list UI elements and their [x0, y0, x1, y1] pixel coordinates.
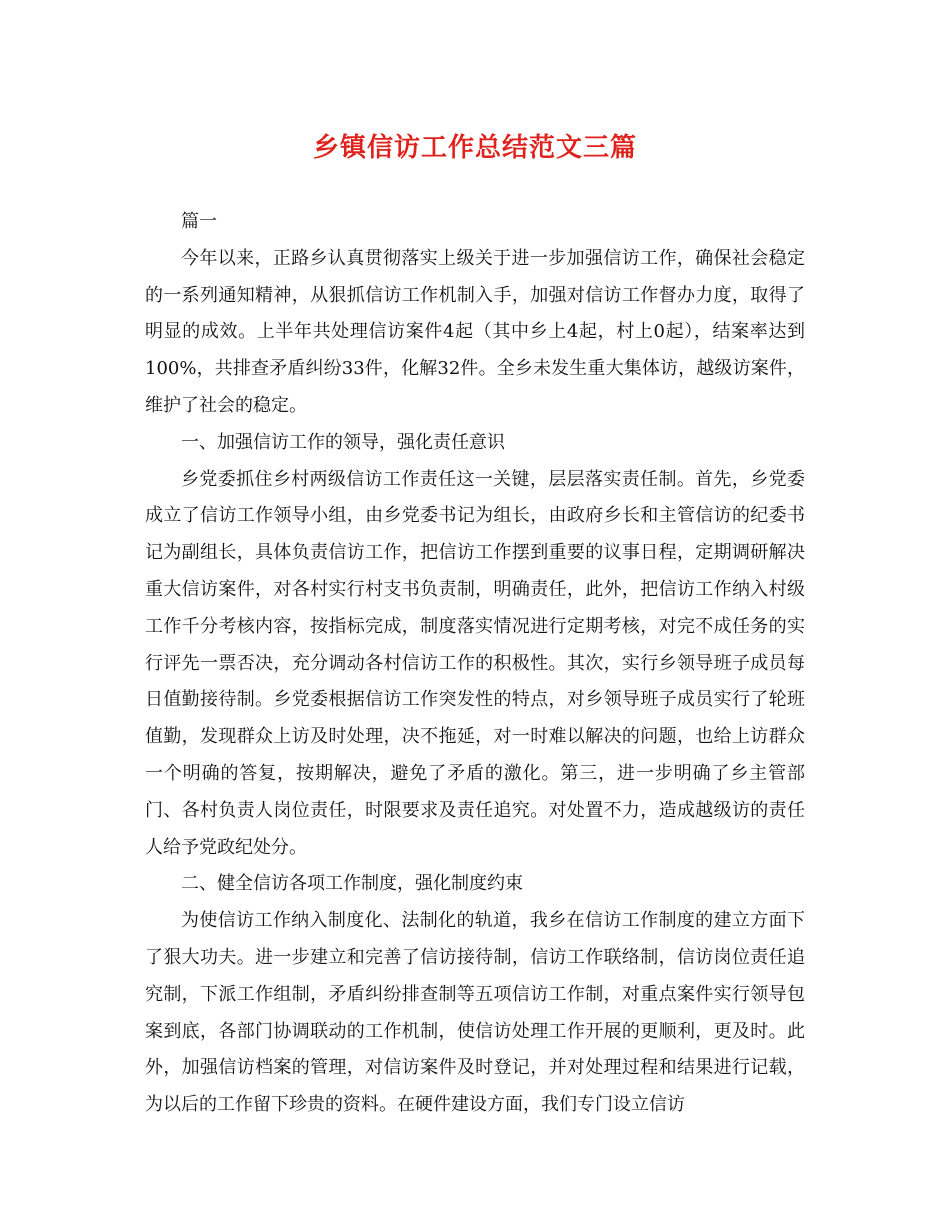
leadership-paragraph: 乡党委抓住乡村两级信访工作责任这一关键，层层落实责任制。首先，乡党委成立了信访工作领导小组，由乡党委书记为组长，由政府乡长和主管信访的纪委书记为副组长，具体负责信访工作，把信访工作摆到重要的议事日程，定期调研解决重大信访案件，对各村实行村支书负责制，明确责任，此外，把信访工作纳入村级工作千分考核内容，按指标完成，制度落实情况进行定期考核，对完不成任务的实行评先一票否决，充分调动各村信访工作的积极性。其次，实行乡领导班子成员每日值勤接待制。乡党委根据信访工作突发性的特点，对乡领导班子成员实行了轮班值勤，发现群众上访及时处理，决不拖延，对一时难以解决的问题，也给上访群众一个明确的答复，按期解决，避免了矛盾的激化。第三，进一步明确了乡主管部门、各村负责人岗位责任，时限要求及责任追究。对处置不力，造成越级访的责任人给予党政纪处分。 [145, 468, 805, 858]
section-heading-systems: 二、健全信访各项工作制度，强化制度约束 [181, 873, 523, 895]
intro-paragraph: 今年以来，正路乡认真贯彻落实上级关于进一步加强信访工作，确保社会稳定的一系列通知精神，从狠抓信访工作机制入手，加强对信访工作督办力度，取得了明显的成效。上半年共处理信访案件4起（其中乡上4起，村上0起），结案率达到100%，共排查矛盾纠纷33件，化解32件。全乡未发生重大集体访，越级访案件，维护了社会的稳定。 [145, 247, 805, 416]
document-title: 乡镇信访工作总结范文三篇 [312, 133, 637, 163]
section-heading-leadership: 一、加强信访工作的领导，强化责任意识 [181, 431, 505, 453]
systems-paragraph: 为使信访工作纳入制度化、法制化的轨道，我乡在信访工作制度的建立方面下了狠大功夫。进一步建立和完善了信访接待制，信访工作联络制，信访岗位责任追究制，下派工作组制，矛盾纠纷排查制等五项信访工作制，对重点案件实行领导包案到底，各部门协调联动的工作机制，使信访处理工作开展的更顺利，更及时。此外，加强信访档案的管理，对信访案件及时登记，并对处理过程和结果进行记载，为以后的工作留下珍贵的资料。在硬件建设方面，我们专门设立信访 [145, 910, 805, 1116]
section-heading-part-one: 篇一 [181, 211, 217, 232]
document-body [145, 204, 805, 1124]
